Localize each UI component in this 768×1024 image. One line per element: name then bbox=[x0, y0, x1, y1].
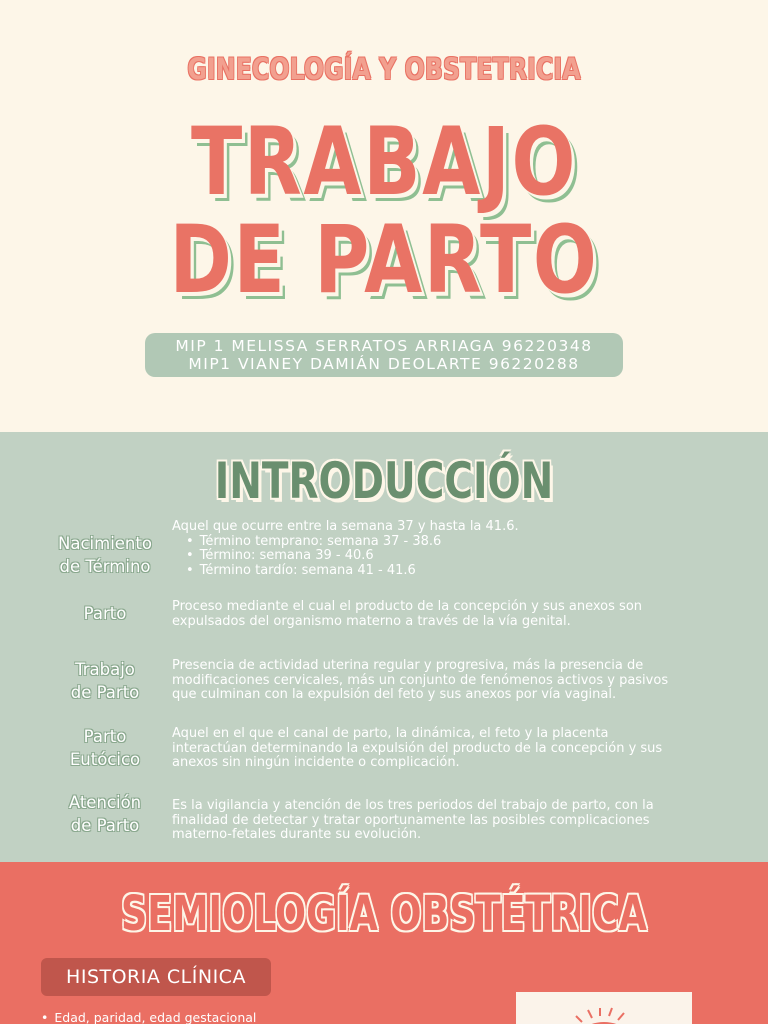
definition-term bbox=[30, 725, 180, 771]
definition-line: que culminan con la expulsión del feto y sus anexos por vía vaginal. bbox=[172, 687, 617, 702]
definition-line: finalidad de detectar y tratar oportunamente las posibles complicaciones bbox=[172, 812, 650, 828]
introduction-heading: INTRODUCCIÓN bbox=[214, 452, 554, 510]
subject-kicker: GINECOLOGÍA Y OBSTETRICIA bbox=[187, 52, 581, 86]
definition-line: materno-fetales durante su evolución. bbox=[172, 827, 422, 842]
bullet-item: • Término temprano: semana 37 - 38.6 bbox=[186, 535, 742, 550]
bullet-item: • Término: semana 39 - 40.6 bbox=[186, 549, 742, 564]
term-line: Parto bbox=[83, 604, 127, 623]
authors-badge bbox=[145, 333, 623, 377]
sun-illustration-icon bbox=[516, 992, 692, 1024]
term-line: de Parto bbox=[70, 816, 140, 835]
definition-text bbox=[172, 600, 742, 629]
semiology-heading: SEMIOLOGÍA OBSTÉTRICA bbox=[121, 886, 647, 942]
definition-line: modificaciones cervicales, más un conjunto de fenómenos activos y pasivos bbox=[172, 672, 669, 688]
term-line: de Término bbox=[59, 557, 151, 576]
term-line: Nacimiento bbox=[58, 534, 152, 553]
definition-line: interactúan determinando la expulsión del producto de la concepción y sus bbox=[172, 740, 663, 756]
historia-clinica-label: HISTORIA CLÍNICA bbox=[41, 958, 271, 996]
definition-term bbox=[30, 791, 180, 837]
definition-line: Presencia de actividad uterina regular y progresiva, más la presencia de bbox=[172, 658, 644, 673]
definition-term bbox=[30, 658, 180, 704]
term-bullets bbox=[186, 535, 742, 579]
definition-text bbox=[172, 727, 742, 771]
definition-line: anexos sin ningún incidente o complicación. bbox=[172, 755, 460, 770]
term-line: Eutócico bbox=[69, 750, 141, 769]
term-line: de Parto bbox=[70, 683, 140, 702]
definition-line: Es la vigilancia y atención de los tres periodos del trabajo de parto, con la bbox=[172, 798, 654, 813]
definition-line: expulsados del organismo materno a través de la vía genital. bbox=[172, 613, 571, 629]
definition-term bbox=[30, 602, 180, 625]
term-line: Parto bbox=[83, 727, 127, 746]
definition-line: Aquel en el que el canal de parto, la dinámica, el feto y la placenta bbox=[172, 726, 609, 741]
author-2: MIP1 VIANEY DAMIÁN DEOLARTE 96220288 bbox=[188, 355, 580, 373]
definition-text bbox=[172, 799, 742, 843]
page-title-line-2: DE PARTO bbox=[169, 206, 599, 315]
definition-term bbox=[30, 532, 180, 578]
title-section bbox=[0, 0, 768, 432]
author-1: MIP 1 MELISSA SERRATOS ARRIAGA 96220348 bbox=[175, 337, 593, 355]
page-title-line-1: TRABAJO bbox=[190, 108, 578, 217]
term-line: Atención bbox=[68, 793, 142, 812]
sun-illustration bbox=[516, 992, 692, 1024]
introduction-section bbox=[0, 432, 768, 862]
term-line: Trabajo bbox=[75, 660, 135, 679]
bullet-item: • Término tardío: semana 41 - 41.6 bbox=[186, 564, 742, 579]
list-item: • Edad, paridad, edad gestacional bbox=[41, 1010, 256, 1024]
definition-text bbox=[172, 520, 742, 578]
semiology-section bbox=[0, 862, 768, 1024]
definition-sentence: Aquel que ocurre entre la semana 37 y hasta la 41.6. bbox=[172, 519, 519, 534]
definition-line: Proceso mediante el cual el producto de la concepción y sus anexos son bbox=[172, 599, 643, 614]
definition-text bbox=[172, 659, 742, 703]
